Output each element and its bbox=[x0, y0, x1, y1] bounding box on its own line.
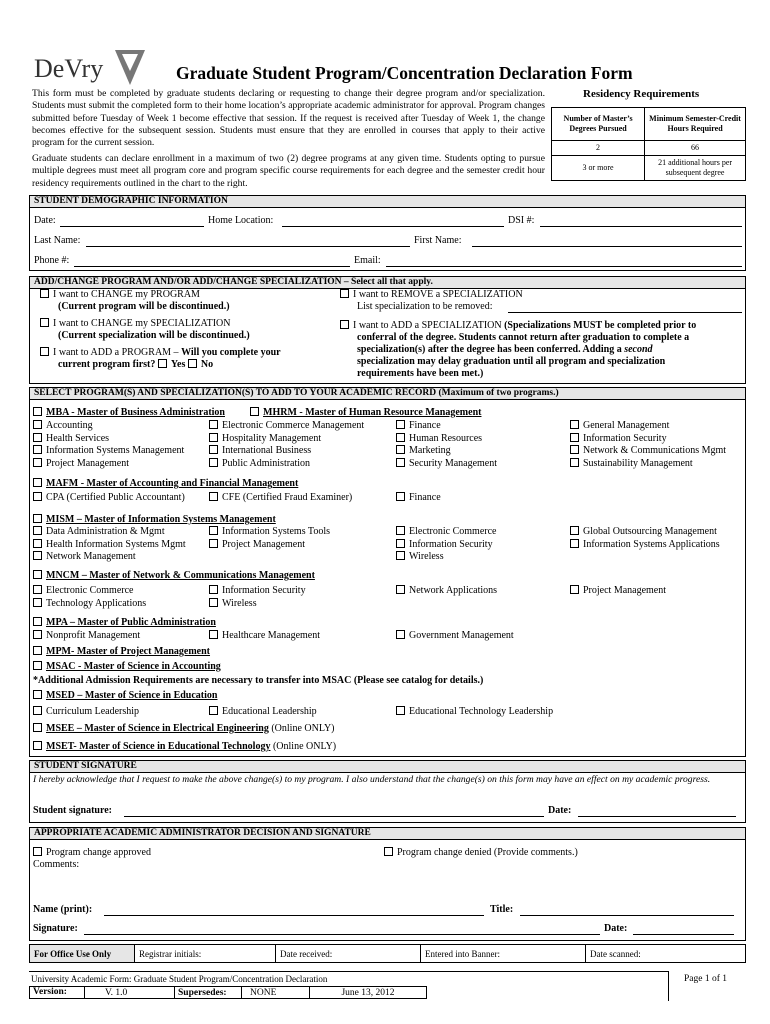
mncm-spec-option[interactable] bbox=[209, 598, 257, 610]
checkbox[interactable] bbox=[209, 420, 218, 429]
add-spec-note-text: specialization(s) after the degree has been conferred. Adding a bbox=[357, 344, 625, 355]
mba-spec-option[interactable] bbox=[396, 420, 441, 432]
approved-option[interactable] bbox=[33, 847, 151, 859]
form-title: Graduate Student Program/Concentration Declaration Form bbox=[176, 63, 633, 83]
checkbox[interactable] bbox=[209, 630, 218, 639]
checkbox[interactable] bbox=[340, 289, 349, 298]
spec-label: Wireless bbox=[409, 551, 444, 563]
mset-option[interactable] bbox=[33, 741, 336, 753]
spec-label: Public Administration bbox=[222, 457, 311, 469]
checkbox[interactable] bbox=[33, 585, 42, 594]
program-label: MAFM - Master of Accounting and Financial Management bbox=[46, 478, 299, 489]
first-name-field[interactable] bbox=[472, 246, 742, 247]
footer-date: June 13, 2012 bbox=[310, 987, 427, 999]
footer-form-name: University Academic Form: Graduate Student Program/Concentration Declaration bbox=[31, 974, 328, 984]
footer-divider bbox=[668, 971, 669, 1001]
add-spec-note bbox=[357, 344, 653, 356]
checkbox[interactable] bbox=[396, 458, 405, 467]
version-value: V. 1.0 bbox=[85, 987, 175, 999]
mism-spec-option[interactable] bbox=[570, 526, 717, 538]
checkbox[interactable] bbox=[570, 585, 579, 594]
date-scanned-field[interactable]: Date scanned: bbox=[586, 945, 746, 963]
checkbox[interactable] bbox=[209, 706, 218, 715]
spec-label: Global Outsourcing Management bbox=[583, 526, 717, 537]
remove-spec-field[interactable] bbox=[508, 312, 742, 313]
checkbox[interactable] bbox=[33, 646, 42, 655]
checkbox[interactable] bbox=[396, 526, 405, 535]
checkbox[interactable] bbox=[33, 445, 42, 454]
mba-spec-option[interactable] bbox=[396, 445, 451, 457]
spec-label: Information Security bbox=[409, 538, 493, 550]
add-change-header: ADD/CHANGE PROGRAM AND/OR ADD/CHANGE SPECIALIZATION – Select all that apply. bbox=[29, 276, 746, 289]
checkbox[interactable] bbox=[570, 433, 579, 442]
checkbox[interactable] bbox=[33, 420, 42, 429]
spec-label: Health Information Systems Mgmt bbox=[46, 538, 186, 550]
spec-label: Nonprofit Management bbox=[46, 630, 141, 641]
residency-table bbox=[551, 107, 746, 181]
checkbox[interactable] bbox=[33, 458, 42, 467]
option-label: Program change denied (Provide comments.) bbox=[397, 847, 578, 858]
checkbox[interactable] bbox=[396, 706, 405, 715]
spec-label: Project Management bbox=[222, 538, 306, 550]
add-program-option[interactable] bbox=[40, 347, 281, 359]
mncm-spec-option[interactable] bbox=[33, 598, 146, 610]
add-spec-note-italic: second bbox=[624, 344, 653, 355]
checkbox[interactable] bbox=[250, 407, 259, 416]
mafm-spec-option[interactable] bbox=[396, 492, 441, 504]
home-location-label: Home Location: bbox=[208, 215, 274, 226]
program-label: MBA - Master of Business Administration bbox=[46, 407, 225, 418]
mncm-spec-option[interactable] bbox=[396, 585, 497, 597]
mism-spec-option[interactable] bbox=[570, 539, 720, 551]
spec-label: International Business bbox=[222, 445, 312, 457]
msed-spec-option[interactable] bbox=[396, 706, 553, 718]
residency-cell: 21 additional hours per subsequent degree bbox=[645, 156, 746, 181]
spec-label: Wireless bbox=[222, 597, 257, 609]
checkbox[interactable] bbox=[209, 433, 218, 442]
mism-spec-option[interactable] bbox=[33, 526, 165, 538]
residency-title: Residency Requirements bbox=[583, 88, 700, 100]
msed-option[interactable] bbox=[33, 690, 217, 702]
checkbox[interactable] bbox=[396, 551, 405, 560]
add-program-question: Will you complete your bbox=[181, 347, 281, 358]
supersedes-value: NONE bbox=[242, 987, 310, 999]
admin-date-field[interactable] bbox=[633, 934, 734, 935]
msee-option[interactable] bbox=[33, 723, 335, 735]
denied-option[interactable] bbox=[384, 847, 578, 859]
yes-label: Yes bbox=[170, 359, 186, 370]
spec-label: Finance bbox=[409, 420, 441, 431]
admin-name-label: Name (print): bbox=[33, 904, 93, 915]
home-location-field[interactable] bbox=[282, 226, 504, 227]
spec-label: General Management bbox=[583, 420, 670, 431]
spec-label: Information Security bbox=[222, 585, 306, 596]
phone-field[interactable] bbox=[74, 266, 350, 267]
checkbox[interactable] bbox=[33, 492, 42, 501]
checkbox[interactable] bbox=[33, 723, 42, 732]
mism-option[interactable] bbox=[33, 514, 276, 526]
last-name-field[interactable] bbox=[86, 246, 410, 247]
program-label: MSEE – Master of Science in Electrical Engineering bbox=[46, 723, 269, 734]
checkbox[interactable] bbox=[33, 847, 42, 856]
checkbox[interactable] bbox=[33, 741, 42, 750]
spec-label: Information Systems Tools bbox=[222, 526, 331, 537]
residency-cell: 2 bbox=[552, 141, 645, 156]
checkbox[interactable] bbox=[396, 539, 405, 548]
checkbox[interactable] bbox=[396, 420, 405, 429]
email-label: Email: bbox=[354, 255, 381, 266]
spec-label: Project Management bbox=[46, 457, 130, 469]
mism-spec-option[interactable] bbox=[33, 539, 186, 551]
spec-label: CFE (Certified Fraud Examiner) bbox=[222, 492, 353, 503]
mba-spec-option[interactable] bbox=[33, 420, 93, 432]
checkbox[interactable] bbox=[209, 539, 218, 548]
program-label: MSET- Master of Science in Educational Technology bbox=[46, 741, 271, 752]
spec-label: Sustainability Management bbox=[583, 457, 693, 469]
checkbox[interactable] bbox=[209, 585, 218, 594]
program-label: MISM – Master of Information Systems Management bbox=[46, 514, 276, 525]
program-label: MPA – Master of Public Administration bbox=[46, 617, 216, 628]
checkbox[interactable] bbox=[209, 458, 218, 467]
residency-col2: Minimum Semester-Credit Hours Required bbox=[645, 108, 746, 141]
program-label: MPM- Master of Project Management bbox=[46, 646, 211, 657]
intro-paragraph-2: Graduate students can declare enrollment in a maximum of two (2) degree programs at any given time. Students opting to pursue multiple degrees must meet all program core and program specific course requirements for each degree and the semester credit hour residency requirements outlined in the chart to the right. bbox=[32, 153, 545, 189]
admin-signature-label: Signature: bbox=[33, 923, 78, 934]
spec-label: Electronic Commerce bbox=[46, 585, 134, 596]
checkbox[interactable] bbox=[33, 526, 42, 535]
remove-spec-list-label: List specialization to be removed: bbox=[357, 301, 493, 312]
office-use-label: For Office Use Only bbox=[30, 945, 135, 963]
add-spec-option[interactable] bbox=[340, 320, 696, 332]
dsi-field[interactable] bbox=[540, 226, 742, 227]
mism-spec-option[interactable] bbox=[396, 551, 444, 563]
yes-checkbox[interactable] bbox=[158, 359, 167, 368]
spec-label: Hospitality Management bbox=[222, 432, 322, 444]
add-program-question-2 bbox=[58, 359, 213, 371]
programs-header: SELECT PROGRAM(S) AND SPECIALIZATION(S) TO ADD TO YOUR ACADEMIC RECORD (Maximum of two programs.) bbox=[29, 387, 746, 400]
spec-label: Information Systems Applications bbox=[583, 538, 720, 550]
checkbox[interactable] bbox=[33, 706, 42, 715]
checkbox[interactable] bbox=[40, 347, 49, 356]
checkbox[interactable] bbox=[33, 661, 42, 670]
spec-label: Government Management bbox=[409, 630, 514, 641]
admin-section bbox=[29, 827, 746, 941]
mism-spec-option[interactable] bbox=[209, 526, 330, 538]
admin-name-field[interactable] bbox=[104, 915, 484, 916]
mba-spec-option[interactable] bbox=[209, 445, 311, 457]
admin-title-field[interactable] bbox=[520, 915, 734, 916]
spec-label: CPA (Certified Public Accountant) bbox=[46, 492, 185, 503]
mba-spec-option[interactable] bbox=[33, 445, 184, 457]
mba-option[interactable] bbox=[33, 407, 225, 419]
registrar-initials-field[interactable]: Registrar initials: bbox=[135, 945, 276, 963]
no-checkbox[interactable] bbox=[188, 359, 197, 368]
spec-label: Health Services bbox=[46, 432, 110, 444]
spec-label: Security Management bbox=[409, 457, 498, 469]
spec-label: Network & Communications Mgmt bbox=[583, 445, 727, 457]
checkbox[interactable] bbox=[33, 478, 42, 487]
mba-spec-option[interactable] bbox=[33, 433, 109, 445]
residency-cell: 66 bbox=[645, 141, 746, 156]
checkbox[interactable] bbox=[340, 320, 349, 329]
spec-label: Information Systems Management bbox=[46, 445, 185, 457]
mhrm-option[interactable] bbox=[250, 407, 481, 419]
checkbox[interactable] bbox=[33, 514, 42, 523]
student-signature-label: Student signature: bbox=[33, 805, 112, 816]
mism-spec-option[interactable] bbox=[396, 526, 496, 538]
spec-label: Healthcare Management bbox=[222, 630, 321, 641]
mba-spec-option[interactable] bbox=[396, 458, 497, 470]
residency-col1: Number of Master’s Degrees Pursued bbox=[552, 108, 645, 141]
add-spec-note: conferral of the degree. Students cannot return after graduation to complete a bbox=[357, 332, 690, 343]
checkbox[interactable] bbox=[209, 526, 218, 535]
spec-label: Marketing bbox=[409, 445, 451, 457]
spec-label: Information Security bbox=[583, 432, 667, 444]
checkbox[interactable] bbox=[209, 445, 218, 454]
checkbox[interactable] bbox=[384, 847, 393, 856]
msed-spec-option[interactable] bbox=[33, 706, 139, 718]
last-name-label: Last Name: bbox=[34, 235, 81, 246]
mba-spec-option[interactable] bbox=[209, 433, 321, 445]
spec-label: Educational Technology Leadership bbox=[409, 706, 554, 717]
signature-header: STUDENT SIGNATURE bbox=[29, 760, 746, 773]
mpa-option[interactable] bbox=[33, 617, 216, 629]
spec-label: Project Management bbox=[583, 585, 667, 596]
spec-label: Finance bbox=[409, 492, 441, 503]
mpa-spec-option[interactable] bbox=[396, 630, 514, 642]
mncm-spec-option[interactable] bbox=[570, 585, 666, 597]
program-label: MHRM - Master of Human Resource Management bbox=[263, 407, 482, 418]
mba-spec-option[interactable] bbox=[33, 458, 129, 470]
remove-spec-option[interactable] bbox=[340, 289, 523, 301]
program-label: MNCM – Master of Network & Communications Management bbox=[46, 570, 315, 581]
footer-page: Page 1 of 1 bbox=[684, 974, 728, 984]
option-label: I want to ADD a SPECIALIZATION bbox=[353, 320, 502, 331]
mpm-option[interactable] bbox=[33, 646, 210, 658]
spec-label: Electronic Commerce Management bbox=[222, 420, 365, 431]
date-field[interactable] bbox=[60, 226, 204, 227]
student-date-label: Date: bbox=[548, 805, 572, 816]
student-signature-field[interactable] bbox=[124, 816, 544, 817]
phone-label: Phone #: bbox=[34, 255, 70, 266]
devry-logo: DeVry bbox=[34, 54, 104, 83]
mpa-spec-option[interactable] bbox=[209, 630, 320, 642]
spec-label: Curriculum Leadership bbox=[46, 706, 140, 717]
checkbox[interactable] bbox=[33, 551, 42, 560]
checkbox[interactable] bbox=[33, 539, 42, 548]
student-date-field[interactable] bbox=[578, 816, 736, 817]
intro-paragraph-1: This form must be completed by graduate students declaring or requesting to change their degree program and/or specialization. Students must submit the completed form to their home location’s appropriate academic administrator for approval. Program changes submitted before Tuesday of Week 1 become effective that session. If the request is received after Tuesday of Week 1, the change becomes effective for the subsequent session. Students must ensure that they are enrolled in courses that apply to their active program for the current session. bbox=[32, 88, 545, 149]
date-label: Date: bbox=[34, 215, 56, 226]
mba-spec-option[interactable] bbox=[570, 458, 693, 470]
question-text: current program first? bbox=[58, 359, 156, 370]
checkbox[interactable] bbox=[209, 492, 218, 501]
checkbox[interactable] bbox=[40, 318, 49, 327]
spec-label: Network Management bbox=[46, 551, 136, 563]
add-spec-note: requirements have been met.) bbox=[357, 368, 484, 379]
checkbox[interactable] bbox=[396, 630, 405, 639]
checkbox[interactable] bbox=[570, 420, 579, 429]
footer-rule bbox=[29, 971, 669, 972]
mpa-spec-option[interactable] bbox=[33, 630, 140, 642]
checkbox[interactable] bbox=[209, 598, 218, 607]
mafm-spec-option[interactable] bbox=[33, 492, 185, 504]
dsi-label: DSI #: bbox=[508, 215, 535, 226]
checkbox[interactable] bbox=[570, 526, 579, 535]
mism-spec-option[interactable] bbox=[396, 539, 493, 551]
mba-spec-option[interactable] bbox=[209, 420, 364, 432]
spec-label: Human Resources bbox=[409, 432, 483, 444]
checkbox[interactable] bbox=[33, 690, 42, 699]
mafm-option[interactable] bbox=[33, 478, 298, 490]
checkbox[interactable] bbox=[33, 570, 42, 579]
banner-field[interactable]: Entered into Banner: bbox=[421, 945, 586, 963]
option-label: I want to CHANGE my PROGRAM bbox=[53, 289, 200, 300]
checkbox[interactable] bbox=[33, 617, 42, 626]
checkbox[interactable] bbox=[396, 433, 405, 442]
option-label: I want to ADD a PROGRAM – bbox=[53, 347, 182, 358]
admin-date-label: Date: bbox=[604, 923, 628, 934]
msac-option[interactable] bbox=[33, 661, 221, 673]
checkbox[interactable] bbox=[396, 445, 405, 454]
mba-spec-option[interactable] bbox=[209, 458, 310, 470]
change-spec-note: (Current specialization will be discontinued.) bbox=[58, 330, 250, 341]
change-spec-option[interactable] bbox=[40, 318, 231, 330]
mncm-option[interactable] bbox=[33, 570, 315, 582]
admin-header: APPROPRIATE ACADEMIC ADMINISTRATOR DECISION AND SIGNATURE bbox=[29, 827, 746, 840]
no-label: No bbox=[200, 359, 214, 370]
option-label: I want to CHANGE my SPECIALIZATION bbox=[53, 318, 231, 329]
version-label: Version: bbox=[30, 987, 85, 999]
checkbox[interactable] bbox=[570, 445, 579, 454]
admin-title-label: Title: bbox=[490, 904, 514, 915]
checkbox[interactable] bbox=[570, 539, 579, 548]
comments-label: Comments: bbox=[33, 859, 80, 870]
admin-signature-field[interactable] bbox=[84, 934, 600, 935]
option-label: I want to REMOVE a SPECIALIZATION bbox=[353, 289, 523, 300]
program-label: MSAC - Master of Science in Accounting bbox=[46, 661, 221, 672]
mba-spec-option[interactable] bbox=[570, 420, 669, 432]
mba-spec-option[interactable] bbox=[570, 433, 667, 445]
first-name-label: First Name: bbox=[414, 235, 462, 246]
mncm-spec-option[interactable] bbox=[209, 585, 306, 597]
spec-label: Electronic Commerce bbox=[409, 526, 497, 537]
checkbox[interactable] bbox=[33, 433, 42, 442]
checkbox[interactable] bbox=[33, 630, 42, 639]
spec-label: Accounting bbox=[46, 420, 93, 431]
checkbox[interactable] bbox=[570, 458, 579, 467]
spec-label: Educational Leadership bbox=[222, 706, 317, 717]
supersedes-label: Supersedes: bbox=[175, 987, 242, 999]
mba-spec-option[interactable] bbox=[570, 445, 726, 457]
msed-spec-option[interactable] bbox=[209, 706, 317, 718]
program-note: (Online ONLY) bbox=[271, 723, 335, 734]
mncm-spec-option[interactable] bbox=[33, 585, 133, 597]
checkbox[interactable] bbox=[33, 598, 42, 607]
demographic-header: STUDENT DEMOGRAPHIC INFORMATION bbox=[29, 195, 746, 208]
change-program-note: (Current program will be discontinued.) bbox=[58, 301, 230, 312]
checkbox[interactable] bbox=[396, 492, 405, 501]
program-label: MSED – Master of Science in Education bbox=[46, 690, 218, 701]
footer-version-table bbox=[29, 986, 427, 999]
add-spec-note: (Specializations MUST be completed prior to bbox=[504, 320, 697, 331]
change-program-option[interactable] bbox=[40, 289, 200, 301]
checkbox[interactable] bbox=[40, 289, 49, 298]
mism-spec-option[interactable] bbox=[209, 539, 305, 551]
spec-label: Technology Applications bbox=[46, 597, 147, 609]
spec-label: Network Applications bbox=[409, 585, 498, 596]
acknowledgement-text: I hereby acknowledge that I request to make the above change(s) to my program. I also understand that the change(s) on this form may have an effect on my academic progress. bbox=[33, 774, 711, 785]
add-spec-note: specialization may delay graduation until all program and specialization bbox=[357, 356, 666, 367]
spec-label: Data Administration & Mgmt bbox=[46, 526, 165, 537]
email-field[interactable] bbox=[386, 266, 742, 267]
devry-shield-icon bbox=[112, 47, 148, 87]
mism-spec-option[interactable] bbox=[33, 551, 136, 563]
date-received-field[interactable]: Date received: bbox=[276, 945, 421, 963]
checkbox[interactable] bbox=[33, 407, 42, 416]
residency-cell: 3 or more bbox=[552, 156, 645, 181]
office-use-table bbox=[29, 944, 746, 963]
mba-spec-option[interactable] bbox=[396, 433, 482, 445]
checkbox[interactable] bbox=[396, 585, 405, 594]
option-label: Program change approved bbox=[46, 847, 151, 858]
msac-note: *Additional Admission Requirements are necessary to transfer into MSAC (Please see catalog for details.) bbox=[33, 675, 484, 686]
program-note: (Online ONLY) bbox=[272, 741, 337, 752]
mafm-spec-option[interactable] bbox=[209, 492, 352, 504]
